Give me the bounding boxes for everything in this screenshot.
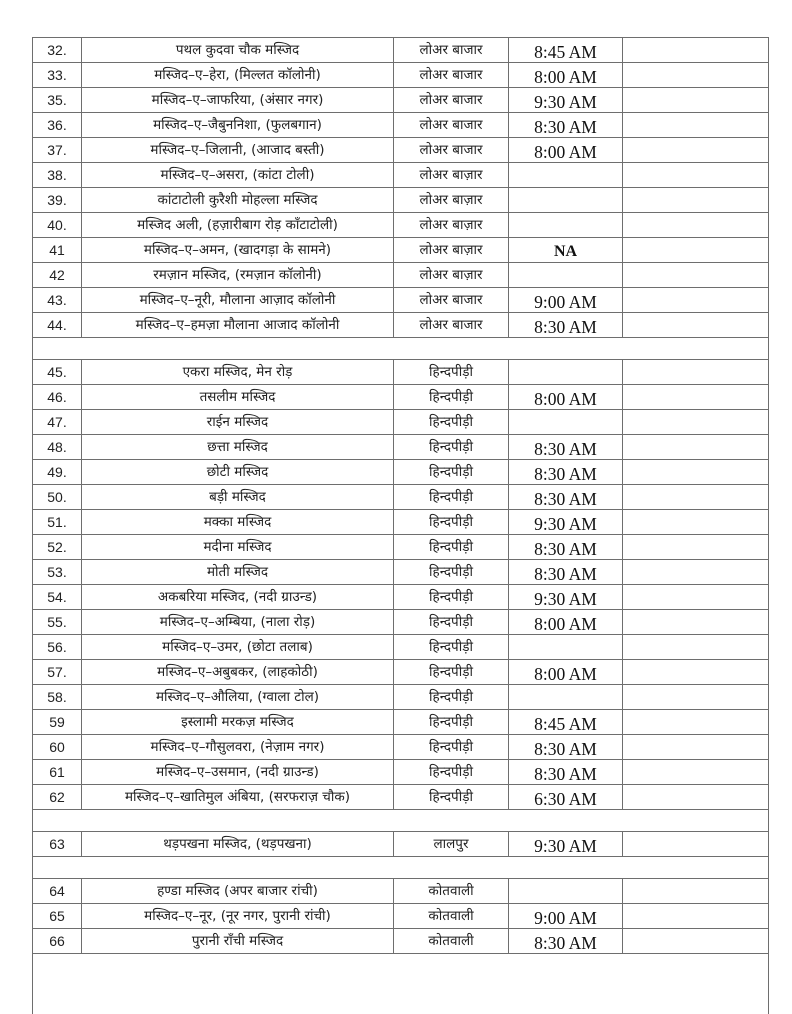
remarks-cell [623, 410, 769, 435]
serial-number-cell: 50. [33, 485, 82, 510]
area-cell: कोतवाली [394, 929, 509, 954]
serial-number-cell: 40. [33, 213, 82, 238]
remarks-cell [623, 485, 769, 510]
mosque-name-cell: पुरानी रॉंची मस्जिद [82, 929, 394, 954]
prayer-time-cell: 8:00 AM [509, 63, 623, 88]
serial-number-cell: 57. [33, 660, 82, 685]
trailing-blank-row [33, 954, 769, 1014]
table-row [33, 560, 769, 585]
mosque-name-cell: मस्जिद–ए–हेरा, (मिल्लत कॉलोनी) [82, 63, 394, 88]
area-cell: लोअर बाजार [394, 88, 509, 113]
area-cell: हिन्दपीड़ी [394, 585, 509, 610]
table-row [33, 360, 769, 385]
prayer-time-cell [509, 410, 623, 435]
remarks-cell [623, 832, 769, 857]
mosque-name-cell: मस्जिद–ए–उमर, (छोटा तलाब) [82, 635, 394, 660]
serial-number-cell: 32. [33, 38, 82, 63]
area-cell: हिन्दपीड़ी [394, 685, 509, 710]
table-row [33, 238, 769, 263]
prayer-time-cell: NA [509, 238, 623, 263]
table-row [33, 213, 769, 238]
area-cell: हिन्दपीड़ी [394, 485, 509, 510]
mosque-name-cell: तसलीम मस्जिद [82, 385, 394, 410]
mosque-name-cell: मस्जिद–ए–उसमान, (नदी ग्राउन्ड) [82, 760, 394, 785]
remarks-cell [623, 188, 769, 213]
serial-number-cell: 63 [33, 832, 82, 857]
mosque-name-cell: रमज़ान मस्जिद, (रमज़ान कॉलोनी) [82, 263, 394, 288]
mosque-name-cell: छत्ता मस्जिद [82, 435, 394, 460]
table-body [33, 38, 769, 1014]
area-cell: लोअर बाजार [394, 288, 509, 313]
area-cell: हिन्दपीड़ी [394, 360, 509, 385]
prayer-time-cell: 9:00 AM [509, 904, 623, 929]
remarks-cell [623, 785, 769, 810]
remarks-cell [623, 238, 769, 263]
prayer-time-cell: 8:30 AM [509, 313, 623, 338]
area-cell: हिन्दपीड़ी [394, 735, 509, 760]
serial-number-cell: 49. [33, 460, 82, 485]
remarks-cell [623, 904, 769, 929]
serial-number-cell: 33. [33, 63, 82, 88]
separator-cell [33, 338, 769, 360]
prayer-time-cell [509, 213, 623, 238]
serial-number-cell: 44. [33, 313, 82, 338]
serial-number-cell: 46. [33, 385, 82, 410]
serial-number-cell: 35. [33, 88, 82, 113]
table-row [33, 832, 769, 857]
prayer-time-cell [509, 188, 623, 213]
table-row [33, 313, 769, 338]
remarks-cell [623, 385, 769, 410]
remarks-cell [623, 929, 769, 954]
serial-number-cell: 38. [33, 163, 82, 188]
area-cell: लोअर बाज़ार [394, 163, 509, 188]
prayer-time-cell: 8:30 AM [509, 460, 623, 485]
mosque-name-cell: मस्जिद अली, (हज़ारीबाग रोड़ कॉंटाटोली) [82, 213, 394, 238]
table-row [33, 485, 769, 510]
mosque-schedule-table [32, 37, 769, 1014]
table-row [33, 785, 769, 810]
remarks-cell [623, 288, 769, 313]
mosque-name-cell: मस्जिद–ए–खातिमुल अंबिया, (सरफराज़ चौक) [82, 785, 394, 810]
serial-number-cell: 42 [33, 263, 82, 288]
mosque-name-cell: कांटाटोली कुरैशी मोहल्ला मस्जिद [82, 188, 394, 213]
area-cell: हिन्दपीड़ी [394, 560, 509, 585]
mosque-name-cell: मस्जिद–ए–गौसुलवरा, (नेज़ाम नगर) [82, 735, 394, 760]
mosque-name-cell: मस्जिद–ए–जिलानी, (आजाद बस्ती) [82, 138, 394, 163]
remarks-cell [623, 313, 769, 338]
blank-cell [33, 954, 769, 1014]
serial-number-cell: 61 [33, 760, 82, 785]
mosque-name-cell: मस्जिद–ए–औलिया, (ग्वाला टोल) [82, 685, 394, 710]
mosque-name-cell: बड़ी मस्जिद [82, 485, 394, 510]
area-cell: हिन्दपीड़ी [394, 385, 509, 410]
mosque-name-cell: थड़पखना मस्जिद, (थड़पखना) [82, 832, 394, 857]
mosque-name-cell: मस्जिद–ए–नूर, (नूर नगर, पुरानी रांची) [82, 904, 394, 929]
prayer-time-cell: 8:30 AM [509, 735, 623, 760]
serial-number-cell: 53. [33, 560, 82, 585]
remarks-cell [623, 38, 769, 63]
prayer-time-cell: 8:30 AM [509, 535, 623, 560]
area-cell: हिन्दपीड़ी [394, 510, 509, 535]
serial-number-cell: 58. [33, 685, 82, 710]
table-row [33, 288, 769, 313]
table-row [33, 710, 769, 735]
mosque-name-cell: अकबरिया मस्जिद, (नदी ग्राउन्ड) [82, 585, 394, 610]
table-row [33, 385, 769, 410]
serial-number-cell: 41 [33, 238, 82, 263]
table-row [33, 435, 769, 460]
prayer-time-cell: 8:30 AM [509, 760, 623, 785]
table-row [33, 410, 769, 435]
area-cell: हिन्दपीड़ी [394, 535, 509, 560]
remarks-cell [623, 660, 769, 685]
mosque-name-cell: मस्जिद–ए–नूरी, मौलाना आज़ाद कॉलोनी [82, 288, 394, 313]
area-cell: लोअर बाज़ार [394, 238, 509, 263]
mosque-name-cell: छोटी मस्जिद [82, 460, 394, 485]
remarks-cell [623, 535, 769, 560]
area-cell: हिन्दपीड़ी [394, 610, 509, 635]
mosque-name-cell: राईन मस्जिद [82, 410, 394, 435]
serial-number-cell: 54. [33, 585, 82, 610]
serial-number-cell: 52. [33, 535, 82, 560]
prayer-time-cell: 8:30 AM [509, 113, 623, 138]
remarks-cell [623, 163, 769, 188]
prayer-time-cell: 9:00 AM [509, 288, 623, 313]
mosque-name-cell: एकरा मस्जिद, मेन रोड़ [82, 360, 394, 385]
prayer-time-cell: 8:00 AM [509, 138, 623, 163]
table-row [33, 88, 769, 113]
table-row [33, 660, 769, 685]
area-cell: लोअर बाजार [394, 138, 509, 163]
serial-number-cell: 56. [33, 635, 82, 660]
prayer-time-cell: 8:45 AM [509, 710, 623, 735]
serial-number-cell: 64 [33, 879, 82, 904]
prayer-time-cell: 9:30 AM [509, 585, 623, 610]
separator-cell [33, 857, 769, 879]
remarks-cell [623, 560, 769, 585]
serial-number-cell: 36. [33, 113, 82, 138]
table-row [33, 138, 769, 163]
table-row [33, 635, 769, 660]
remarks-cell [623, 760, 769, 785]
area-cell: लोअर बाज़ार [394, 263, 509, 288]
mosque-name-cell: मक्का मस्जिद [82, 510, 394, 535]
remarks-cell [623, 510, 769, 535]
table-row [33, 38, 769, 63]
area-cell: लोअर बाजार [394, 38, 509, 63]
remarks-cell [623, 685, 769, 710]
prayer-time-cell [509, 685, 623, 710]
remarks-cell [623, 710, 769, 735]
serial-number-cell: 66 [33, 929, 82, 954]
prayer-time-cell: 9:30 AM [509, 88, 623, 113]
serial-number-cell: 47. [33, 410, 82, 435]
serial-number-cell: 39. [33, 188, 82, 213]
serial-number-cell: 59 [33, 710, 82, 735]
remarks-cell [623, 735, 769, 760]
table-row [33, 535, 769, 560]
remarks-cell [623, 360, 769, 385]
remarks-cell [623, 635, 769, 660]
remarks-cell [623, 213, 769, 238]
table-row [33, 263, 769, 288]
remarks-cell [623, 435, 769, 460]
table-row [33, 879, 769, 904]
table-row [33, 163, 769, 188]
area-cell: लोअर बाजार [394, 313, 509, 338]
prayer-time-cell: 8:00 AM [509, 385, 623, 410]
serial-number-cell: 37. [33, 138, 82, 163]
remarks-cell [623, 138, 769, 163]
prayer-time-cell: 8:00 AM [509, 660, 623, 685]
table-row [33, 735, 769, 760]
table-row [33, 113, 769, 138]
remarks-cell [623, 460, 769, 485]
area-cell: हिन्दपीड़ी [394, 635, 509, 660]
group-separator-row [33, 857, 769, 879]
table-row [33, 188, 769, 213]
prayer-time-cell: 8:30 AM [509, 485, 623, 510]
area-cell: लोअर बाजार [394, 113, 509, 138]
serial-number-cell: 51. [33, 510, 82, 535]
remarks-cell [623, 879, 769, 904]
area-cell: लालपुर [394, 832, 509, 857]
group-separator-row [33, 338, 769, 360]
prayer-time-cell: 8:30 AM [509, 560, 623, 585]
table-row [33, 585, 769, 610]
prayer-time-cell: 9:30 AM [509, 832, 623, 857]
mosque-name-cell: पथल कुदवा चौक मस्जिद [82, 38, 394, 63]
remarks-cell [623, 63, 769, 88]
prayer-time-cell: 8:00 AM [509, 610, 623, 635]
area-cell: लोअर बाज़ार [394, 213, 509, 238]
table-row [33, 904, 769, 929]
prayer-time-cell [509, 879, 623, 904]
remarks-cell [623, 113, 769, 138]
mosque-name-cell: इस्लामी मरकज़ मस्जिद [82, 710, 394, 735]
table-row [33, 610, 769, 635]
area-cell: हिन्दपीड़ी [394, 760, 509, 785]
table-row [33, 510, 769, 535]
table-row [33, 760, 769, 785]
mosque-name-cell: मोती मस्जिद [82, 560, 394, 585]
remarks-cell [623, 88, 769, 113]
prayer-time-cell [509, 163, 623, 188]
remarks-cell [623, 585, 769, 610]
serial-number-cell: 43. [33, 288, 82, 313]
prayer-time-cell: 8:30 AM [509, 929, 623, 954]
serial-number-cell: 62 [33, 785, 82, 810]
group-separator-row [33, 810, 769, 832]
area-cell: लोअर बाज़ार [394, 188, 509, 213]
prayer-time-cell: 9:30 AM [509, 510, 623, 535]
serial-number-cell: 55. [33, 610, 82, 635]
mosque-name-cell: मस्जिद–ए–अम्बिया, (नाला रोड़) [82, 610, 394, 635]
prayer-time-cell: 8:30 AM [509, 435, 623, 460]
remarks-cell [623, 610, 769, 635]
mosque-name-cell: मदीना मस्जिद [82, 535, 394, 560]
area-cell: हिन्दपीड़ी [394, 435, 509, 460]
remarks-cell [623, 263, 769, 288]
mosque-name-cell: मस्जिद–ए–जाफरिया, (अंसार नगर) [82, 88, 394, 113]
mosque-name-cell: मस्जिद–ए–हमज़ा मौलाना आजाद कॉलोनी [82, 313, 394, 338]
table-row [33, 685, 769, 710]
area-cell: कोतवाली [394, 904, 509, 929]
separator-cell [33, 810, 769, 832]
prayer-time-cell [509, 360, 623, 385]
mosque-name-cell: मस्जिद–ए–अमन, (खादगड़ा के सामने) [82, 238, 394, 263]
serial-number-cell: 65 [33, 904, 82, 929]
area-cell: हिन्दपीड़ी [394, 660, 509, 685]
mosque-name-cell: हण्डा मस्जिद (अपर बाजार रांची) [82, 879, 394, 904]
mosque-name-cell: मस्जिद–ए–जैबुननिशा, (फुलबगान) [82, 113, 394, 138]
serial-number-cell: 48. [33, 435, 82, 460]
serial-number-cell: 45. [33, 360, 82, 385]
mosque-name-cell: मस्जिद–ए–अबुबकर, (लाहकोठी) [82, 660, 394, 685]
prayer-time-cell [509, 263, 623, 288]
area-cell: हिन्दपीड़ी [394, 710, 509, 735]
table-row [33, 63, 769, 88]
area-cell: हिन्दपीड़ी [394, 410, 509, 435]
area-cell: हिन्दपीड़ी [394, 460, 509, 485]
area-cell: हिन्दपीड़ी [394, 785, 509, 810]
mosque-name-cell: मस्जिद–ए–असरा, (कांटा टोली) [82, 163, 394, 188]
prayer-time-cell [509, 635, 623, 660]
prayer-time-cell: 6:30 AM [509, 785, 623, 810]
mosque-schedule-sheet [32, 37, 768, 1014]
area-cell: कोतवाली [394, 879, 509, 904]
area-cell: लोअर बाजार [394, 63, 509, 88]
prayer-time-cell: 8:45 AM [509, 38, 623, 63]
table-row [33, 929, 769, 954]
serial-number-cell: 60 [33, 735, 82, 760]
table-row [33, 460, 769, 485]
